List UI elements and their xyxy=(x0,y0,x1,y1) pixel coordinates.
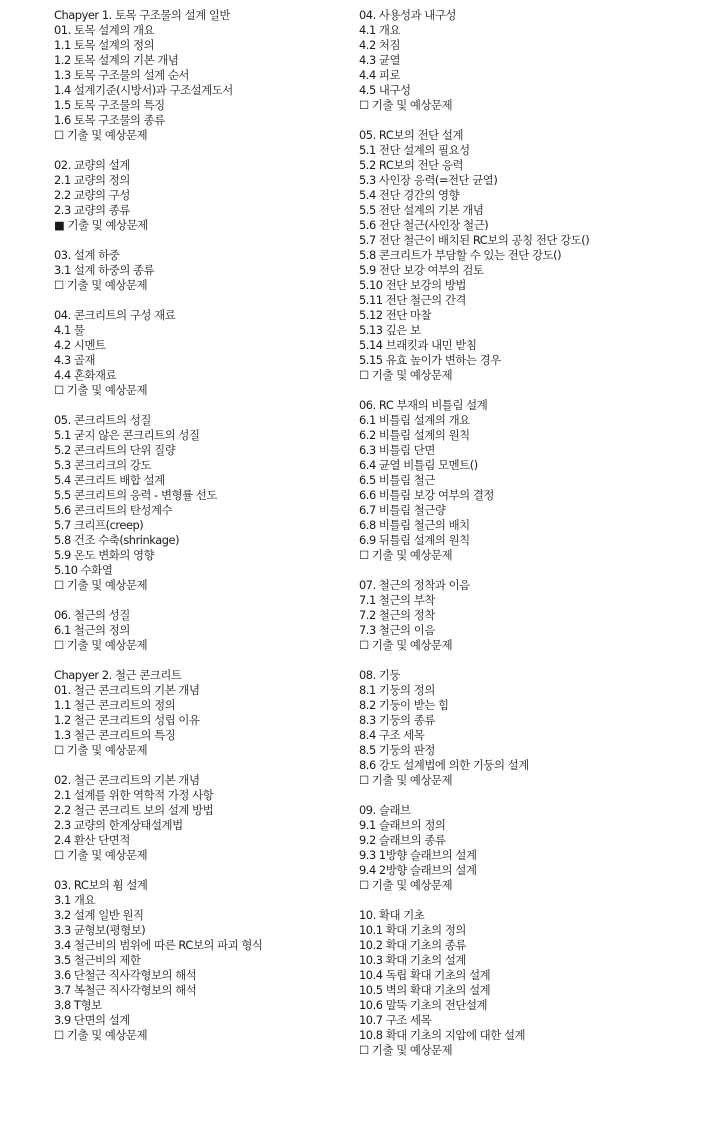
toc-exercise-entry: ☐ 기출 및 예상문제 xyxy=(54,638,148,652)
toc-entry: 5.1 전단 설계의 필요성 xyxy=(359,143,470,157)
toc-entry: 1.4 설계기준(시방서)과 구조설계도서 xyxy=(54,83,233,97)
toc-section xyxy=(54,773,350,863)
toc-entry: 1.1 토목 설계의 정의 xyxy=(54,38,155,52)
toc-entry: 6.2 비틀림 설계의 원칙 xyxy=(359,428,470,442)
toc-entry: 6.8 비틀림 철근의 배치 xyxy=(359,518,470,532)
toc-entry: 5.7 크리프(creep) xyxy=(54,518,144,532)
toc-entry: 3.5 철근비의 제한 xyxy=(54,953,141,967)
toc-section xyxy=(54,413,350,593)
toc-section-heading: 04. 콘크리트의 구성 재료 xyxy=(54,308,176,322)
toc-section-heading: 05. 콘크리트의 성질 xyxy=(54,413,151,427)
toc-entry: 2.2 철근 콘크리트 보의 설계 방법 xyxy=(54,803,214,817)
toc-entry: 5.6 콘크리트의 탄성계수 xyxy=(54,503,173,517)
toc-exercise-entry: ☐ 기출 및 예상문제 xyxy=(54,278,148,292)
toc-entry: 6.4 균열 비틀림 모멘트() xyxy=(359,458,478,472)
toc-exercise-entry: ■ 기출 및 예상문제 xyxy=(54,218,148,232)
toc-entry: 5.4 전단 경간의 영향 xyxy=(359,188,460,202)
toc-exercise-entry: ☐ 기출 및 예상문제 xyxy=(54,743,148,757)
toc-entry: 5.3 사인장 응력(=전단 균열) xyxy=(359,173,498,187)
toc-entry: 1.5 토목 구조물의 특징 xyxy=(54,98,165,112)
toc-entry: 5.10 전단 보강의 방법 xyxy=(359,278,466,292)
toc-entry: 5.1 굳지 않은 콘크리트의 성질 xyxy=(54,428,200,442)
toc-entry: 4.2 처짐 xyxy=(359,38,401,52)
toc-entry: 6.7 비틀림 철근량 xyxy=(359,503,446,517)
toc-section-heading: 05. RC보의 전단 설계 xyxy=(359,128,463,142)
toc-entry: 3.8 T형보 xyxy=(54,998,102,1012)
toc-section xyxy=(359,398,679,563)
toc-section xyxy=(359,578,679,653)
toc-entry: 9.4 2방향 슬래브의 설계 xyxy=(359,863,477,877)
toc-section xyxy=(359,128,679,383)
toc-entry: 1.2 철근 콘크리트의 성립 이유 xyxy=(54,713,200,727)
toc-exercise-entry: ☐ 기출 및 예상문제 xyxy=(54,128,148,142)
toc-entry: 2.2 교량의 구성 xyxy=(54,188,130,202)
toc-exercise-entry: ☐ 기출 및 예상문제 xyxy=(54,578,148,592)
toc-entry: 2.1 설계를 위한 역학적 가정 사항 xyxy=(54,788,214,802)
toc-entry: 8.3 기둥의 종류 xyxy=(359,713,435,727)
toc-entry: 2.1 교량의 정의 xyxy=(54,173,130,187)
toc-section xyxy=(54,248,350,293)
toc-entry: 7.2 철근의 정착 xyxy=(359,608,435,622)
toc-section-heading: 06. RC 부재의 비틀림 설계 xyxy=(359,398,488,412)
toc-entry: 4.3 균열 xyxy=(359,53,401,67)
toc-entry: 3.7 복철근 직사각형보의 해석 xyxy=(54,983,197,997)
toc-entry: 4.3 골재 xyxy=(54,353,96,367)
toc-entry: 4.4 피로 xyxy=(359,68,401,82)
toc-exercise-entry: ☐ 기출 및 예상문제 xyxy=(359,638,453,652)
toc-entry: 8.5 기둥의 판정 xyxy=(359,743,435,757)
toc-entry: 5.11 전단 철근의 간격 xyxy=(359,293,466,307)
toc-entry: 5.6 전단 철근(사인장 철근) xyxy=(359,218,489,232)
toc-section xyxy=(359,8,679,113)
toc-entry: 8.1 기둥의 정의 xyxy=(359,683,435,697)
toc-left-column xyxy=(54,8,350,1058)
toc-entry: 1.1 철근 콘크리트의 정의 xyxy=(54,698,176,712)
toc-entry: 4.4 혼화재료 xyxy=(54,368,117,382)
toc-entry: 3.4 철근비의 범위에 따른 RC보의 파괴 형식 xyxy=(54,938,263,952)
toc-entry: 5.15 유효 높이가 변하는 경우 xyxy=(359,353,501,367)
toc-section-heading: 09. 슬래브 xyxy=(359,803,411,817)
toc-exercise-entry: ☐ 기출 및 예상문제 xyxy=(359,878,453,892)
toc-entry: 6.9 뒤틀림 설계의 원칙 xyxy=(359,533,470,547)
toc-entry: 10.1 확대 기초의 정의 xyxy=(359,923,466,937)
toc-entry: 3.6 단철근 직사각형보의 해석 xyxy=(54,968,197,982)
toc-entry: 5.2 콘크리트의 단위 질량 xyxy=(54,443,176,457)
toc-entry: 10.8 확대 기초의 지압에 대한 설계 xyxy=(359,1028,526,1042)
toc-entry: 4.1 물 xyxy=(54,323,85,337)
toc-exercise-entry: ☐ 기출 및 예상문제 xyxy=(54,848,148,862)
toc-entry: 5.9 온도 변화의 영향 xyxy=(54,548,155,562)
toc-entry: 2.3 교량의 종류 xyxy=(54,203,130,217)
toc-entry: 8.6 강도 설계법에 의한 기둥의 설계 xyxy=(359,758,529,772)
toc-entry: 9.2 슬래브의 종류 xyxy=(359,833,446,847)
toc-entry: 3.3 균형보(평형보) xyxy=(54,923,146,937)
toc-exercise-entry: ☐ 기출 및 예상문제 xyxy=(54,1028,148,1042)
toc-entry: 5.5 전단 설계의 기본 개념 xyxy=(359,203,484,217)
toc-entry: 10.7 구조 세목 xyxy=(359,1013,432,1027)
toc-section xyxy=(54,608,350,653)
toc-entry: 7.3 철근의 이음 xyxy=(359,623,435,637)
toc-section xyxy=(54,8,350,143)
toc-entry: 7.1 철근의 부착 xyxy=(359,593,435,607)
toc-entry: 3.1 개요 xyxy=(54,893,96,907)
toc-entry: 5.8 건조 수축(shrinkage) xyxy=(54,533,180,547)
toc-entry: 1.6 토목 구조물의 종류 xyxy=(54,113,165,127)
toc-exercise-entry: ☐ 기출 및 예상문제 xyxy=(359,98,453,112)
toc-exercise-entry: ☐ 기출 및 예상문제 xyxy=(359,1043,453,1057)
toc-entry: 4.1 개요 xyxy=(359,23,401,37)
toc-section xyxy=(54,308,350,398)
toc-entry: 5.9 전단 보강 여부의 검토 xyxy=(359,263,484,277)
toc-entry: 5.2 RC보의 전단 응력 xyxy=(359,158,463,172)
toc-section xyxy=(54,878,350,1043)
toc-section xyxy=(54,668,350,758)
toc-entry: 4.2 시멘트 xyxy=(54,338,106,352)
toc-entry: 9.3 1방향 슬래브의 설계 xyxy=(359,848,477,862)
toc-entry: 10.3 확대 기초의 설계 xyxy=(359,953,466,967)
toc-exercise-entry: ☐ 기출 및 예상문제 xyxy=(54,383,148,397)
toc-entry: 01. 철근 콘크리트의 기본 개념 xyxy=(54,683,200,697)
toc-entry: 5.7 전단 철근이 배치된 RC보의 공칭 전단 강도() xyxy=(359,233,590,247)
toc-entry: 6.1 철근의 정의 xyxy=(54,623,130,637)
toc-section-heading: 02. 교량의 설계 xyxy=(54,158,130,172)
toc-entry: 1.3 토목 구조물의 설계 순서 xyxy=(54,68,189,82)
toc-section-heading: 03. 설계 하중 xyxy=(54,248,120,262)
toc-entry: 8.2 기둥이 받는 힘 xyxy=(359,698,449,712)
toc-entry: 5.10 수화열 xyxy=(54,563,113,577)
toc-entry: 2.3 교량의 한계상태설계법 xyxy=(54,818,183,832)
toc-section xyxy=(359,908,679,1058)
toc-section xyxy=(359,668,679,788)
toc-section xyxy=(54,158,350,233)
toc-entry: 1.3 철근 콘크리트의 특징 xyxy=(54,728,176,742)
toc-exercise-entry: ☐ 기출 및 예상문제 xyxy=(359,773,453,787)
toc-entry: 3.2 설계 일반 원직 xyxy=(54,908,144,922)
toc-entry: 10.5 벽의 확대 기초의 설계 xyxy=(359,983,491,997)
toc-exercise-entry: ☐ 기출 및 예상문제 xyxy=(359,368,453,382)
toc-entry: 8.4 구조 세목 xyxy=(359,728,425,742)
toc-section-heading: Chapyer 1. 토목 구조물의 설계 일반 xyxy=(54,8,231,22)
toc-entry: 5.8 콘크리트가 부담할 수 있는 전단 강도() xyxy=(359,248,562,262)
toc-entry: 9.1 슬래브의 정의 xyxy=(359,818,446,832)
toc-entry: 6.1 비틀림 설계의 개요 xyxy=(359,413,470,427)
toc-entry: 5.13 깊은 보 xyxy=(359,323,421,337)
toc-section-heading: 02. 철근 콘크리트의 기본 개념 xyxy=(54,773,200,787)
toc-section xyxy=(359,803,679,893)
toc-entry: 10.6 말뚝 기초의 전단설계 xyxy=(359,998,488,1012)
toc-entry: 5.12 전단 마찰 xyxy=(359,308,432,322)
toc-entry: 3.9 단면의 설계 xyxy=(54,1013,130,1027)
toc-section-heading: 04. 사용성과 내구성 xyxy=(359,8,456,22)
toc-section-heading: 08. 기둥 xyxy=(359,668,401,682)
toc-entry: 5.5 콘크리트의 응력 - 변형률 선도 xyxy=(54,488,217,502)
toc-entry: 5.14 브래킷과 내민 받침 xyxy=(359,338,477,352)
toc-section-heading: 03. RC보의 휨 설계 xyxy=(54,878,148,892)
toc-section-heading: 10. 확대 기초 xyxy=(359,908,425,922)
toc-entry: 10.2 확대 기초의 종류 xyxy=(359,938,466,952)
toc-section-heading: 06. 철근의 성질 xyxy=(54,608,130,622)
toc-section-heading: Chapyer 2. 철근 콘크리트 xyxy=(54,668,182,682)
toc-entry: 01. 토목 설계의 개요 xyxy=(54,23,155,37)
toc-section-heading: 07. 철근의 정착과 이음 xyxy=(359,578,470,592)
toc-entry: 3.1 설계 하중의 종류 xyxy=(54,263,155,277)
toc-entry: 5.4 콘크리트 배합 설계 xyxy=(54,473,165,487)
toc-entry: 6.5 비틀림 철근 xyxy=(359,473,435,487)
toc-right-column xyxy=(359,8,679,1073)
toc-entry: 4.5 내구성 xyxy=(359,83,411,97)
toc-exercise-entry: ☐ 기출 및 예상문제 xyxy=(359,548,453,562)
toc-entry: 6.6 비틀림 보강 여부의 결정 xyxy=(359,488,494,502)
toc-entry: 5.3 콘크리크의 강도 xyxy=(54,458,151,472)
toc-entry: 1.2 토목 설계의 기본 개념 xyxy=(54,53,179,67)
toc-entry: 6.3 비틀림 단면 xyxy=(359,443,435,457)
toc-entry: 2.4 환산 단면적 xyxy=(54,833,130,847)
toc-entry: 10.4 독립 확대 기초의 설계 xyxy=(359,968,491,982)
